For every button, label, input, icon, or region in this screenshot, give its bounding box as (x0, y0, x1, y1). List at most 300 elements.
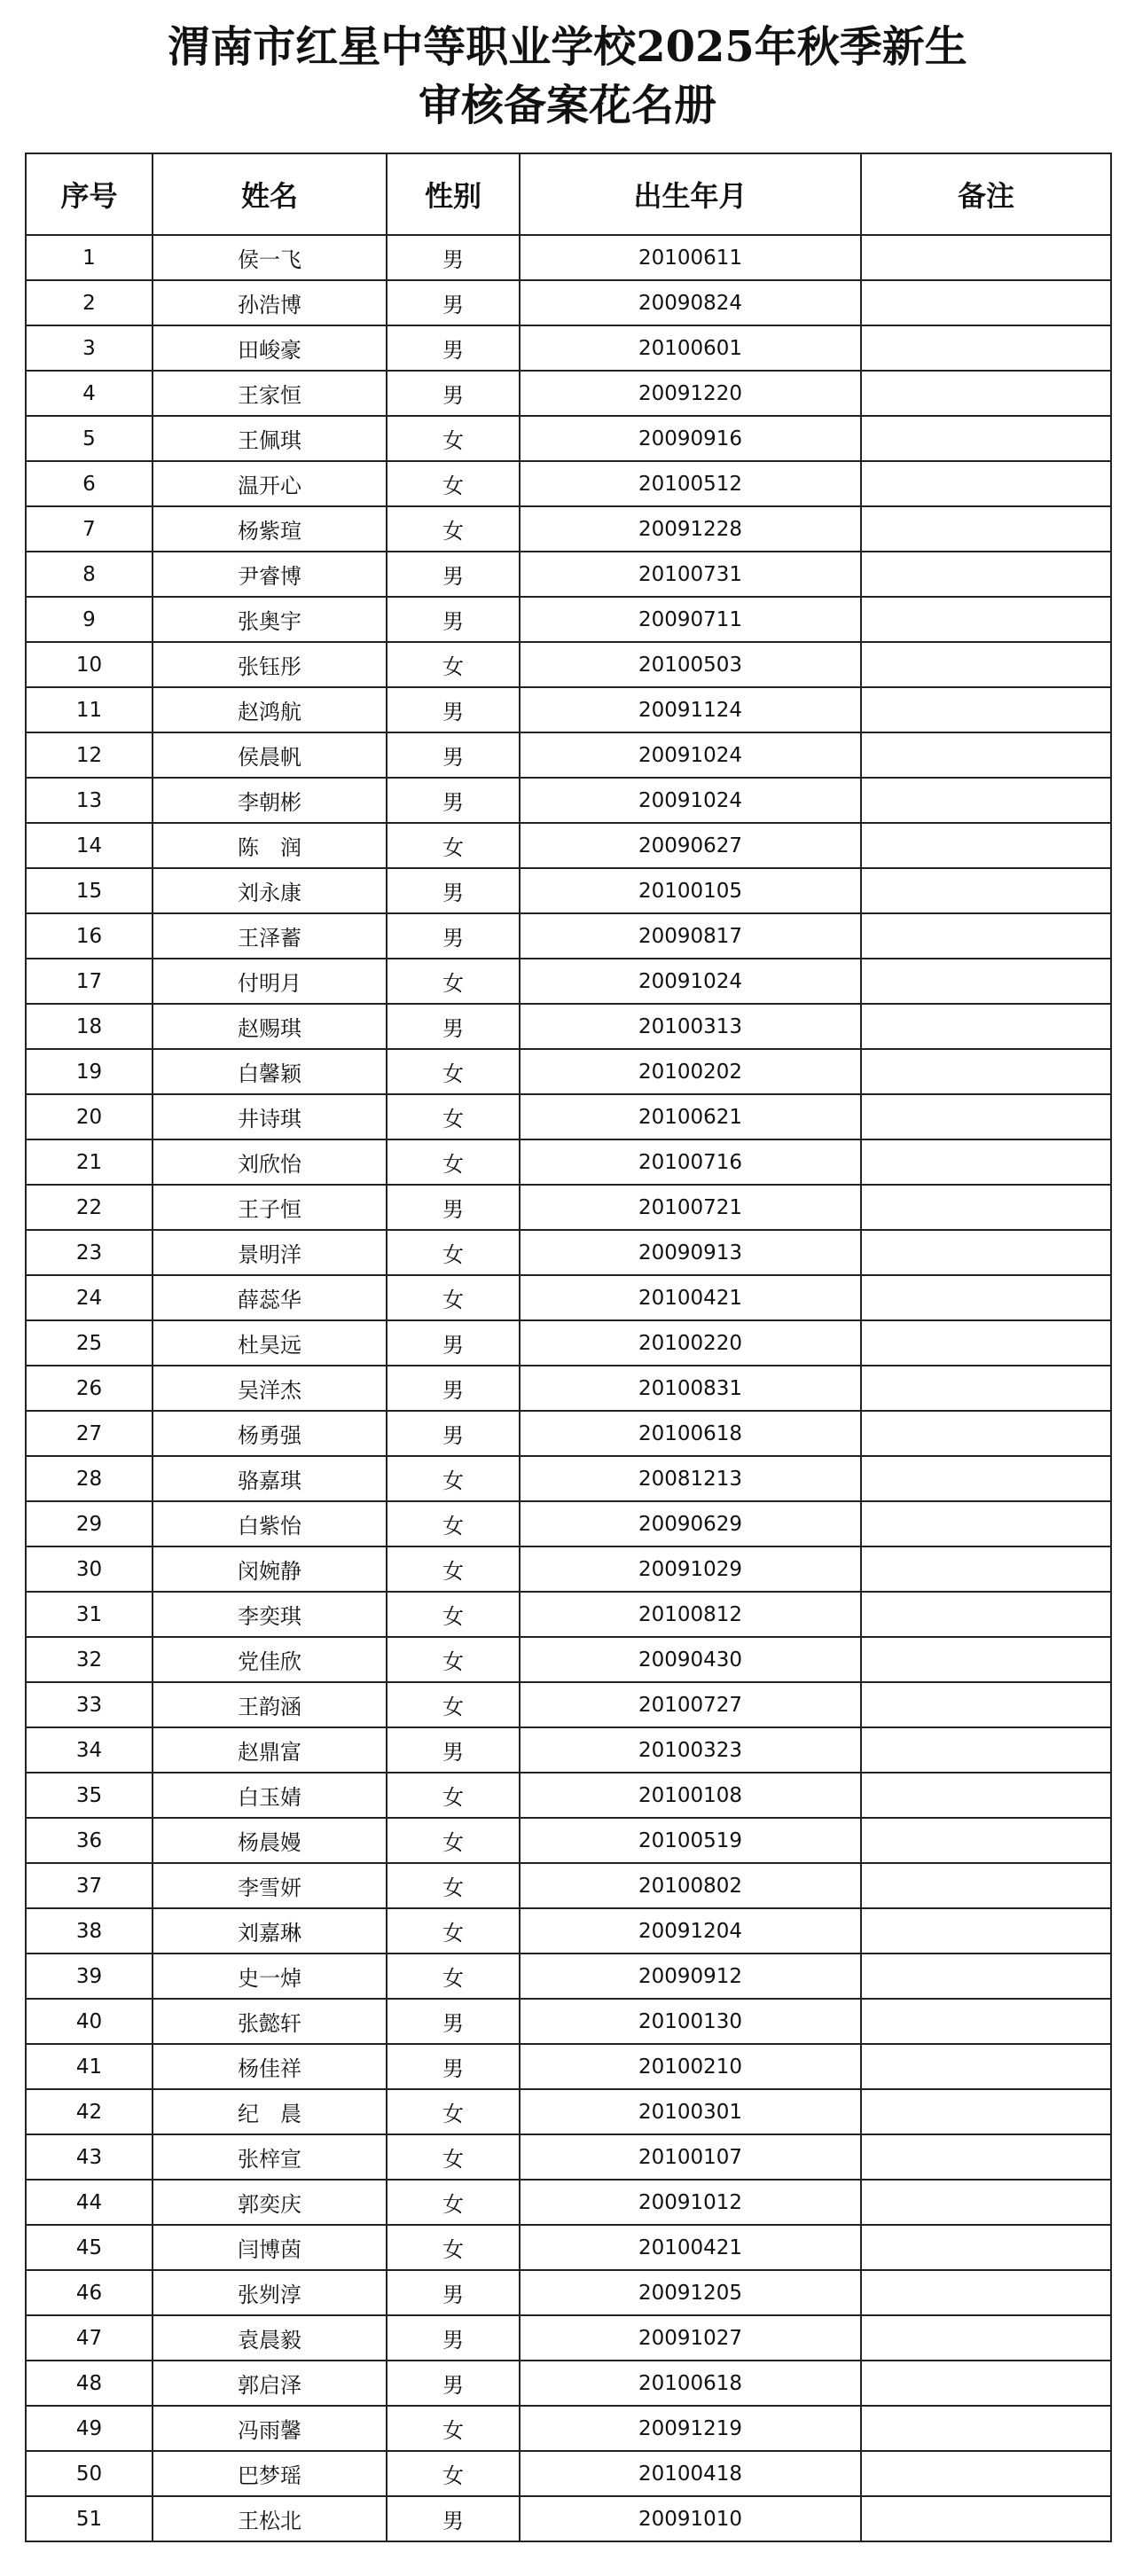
cell-seq: 48 (26, 2361, 153, 2406)
cell-note (861, 2451, 1111, 2496)
table-row (26, 506, 1111, 552)
cell-name: 景明洋 (153, 1230, 387, 1275)
cell-name: 袁晨毅 (153, 2315, 387, 2361)
cell-birth: 20091024 (520, 778, 861, 823)
cell-gender: 女 (387, 1049, 520, 1094)
cell-seq: 37 (26, 1863, 153, 1908)
cell-name: 李雪妍 (153, 1863, 387, 1908)
cell-name: 巴梦瑶 (153, 2451, 387, 2496)
cell-birth: 20100802 (520, 1863, 861, 1908)
cell-birth: 20090430 (520, 1637, 861, 1682)
cell-birth: 20091205 (520, 2270, 861, 2315)
cell-name: 王泽蓄 (153, 913, 387, 959)
cell-seq: 33 (26, 1682, 153, 1727)
cell-gender: 女 (387, 1546, 520, 1592)
cell-birth: 20100108 (520, 1773, 861, 1818)
cell-note (861, 2180, 1111, 2225)
table-row (26, 1411, 1111, 1456)
cell-birth: 20100105 (520, 868, 861, 913)
table-row (26, 1049, 1111, 1094)
cell-gender: 男 (387, 2044, 520, 2089)
cell-note (861, 732, 1111, 778)
cell-seq: 28 (26, 1456, 153, 1501)
cell-seq: 17 (26, 959, 153, 1004)
document-title (0, 18, 1135, 135)
cell-seq: 43 (26, 2134, 153, 2180)
cell-birth: 20091024 (520, 732, 861, 778)
cell-name: 陈 润 (153, 823, 387, 868)
cell-seq: 25 (26, 1320, 153, 1366)
table-row (26, 868, 1111, 913)
cell-birth: 20100519 (520, 1818, 861, 1863)
cell-note (861, 1773, 1111, 1818)
cell-birth: 20100618 (520, 1411, 861, 1456)
cell-seq: 13 (26, 778, 153, 823)
cell-gender: 男 (387, 868, 520, 913)
cell-name: 郭奕庆 (153, 2180, 387, 2225)
cell-note (861, 235, 1111, 280)
header-seq: 序号 (26, 153, 153, 235)
cell-name: 王子恒 (153, 1185, 387, 1230)
cell-seq: 9 (26, 597, 153, 642)
cell-note (861, 1682, 1111, 1727)
cell-gender: 女 (387, 2406, 520, 2451)
cell-gender: 女 (387, 1501, 520, 1546)
cell-birth: 20090627 (520, 823, 861, 868)
table-row (26, 2451, 1111, 2496)
table-row (26, 1863, 1111, 1908)
cell-seq: 8 (26, 552, 153, 597)
cell-gender: 女 (387, 416, 520, 461)
cell-seq: 18 (26, 1004, 153, 1049)
cell-note (861, 371, 1111, 416)
cell-name: 骆嘉琪 (153, 1456, 387, 1501)
table-row (26, 325, 1111, 371)
table-row (26, 1592, 1111, 1637)
table-row (26, 1004, 1111, 1049)
cell-seq: 39 (26, 1954, 153, 1999)
cell-note (861, 2089, 1111, 2134)
cell-gender: 女 (387, 1863, 520, 1908)
table-row (26, 2496, 1111, 2541)
cell-name: 孙浩博 (153, 280, 387, 325)
cell-seq: 50 (26, 2451, 153, 2496)
cell-gender: 女 (387, 2451, 520, 2496)
cell-seq: 47 (26, 2315, 153, 2361)
cell-gender: 女 (387, 1954, 520, 1999)
cell-gender: 女 (387, 1818, 520, 1863)
cell-seq: 45 (26, 2225, 153, 2270)
cell-note (861, 280, 1111, 325)
table-row (26, 687, 1111, 732)
table-row (26, 823, 1111, 868)
cell-gender: 女 (387, 2089, 520, 2134)
table-row (26, 959, 1111, 1004)
table-row (26, 1456, 1111, 1501)
cell-note (861, 461, 1111, 506)
table-row (26, 1637, 1111, 1682)
cell-name: 井诗琪 (153, 1094, 387, 1139)
table-row (26, 597, 1111, 642)
table-body (26, 235, 1111, 2541)
cell-gender: 女 (387, 1230, 520, 1275)
cell-name: 闫博茵 (153, 2225, 387, 2270)
cell-birth: 20100107 (520, 2134, 861, 2180)
cell-gender: 女 (387, 1275, 520, 1320)
cell-birth: 20100611 (520, 235, 861, 280)
cell-name: 李朝彬 (153, 778, 387, 823)
cell-note (861, 1320, 1111, 1366)
cell-birth: 20100831 (520, 1366, 861, 1411)
cell-note (861, 687, 1111, 732)
cell-birth: 20090711 (520, 597, 861, 642)
cell-gender: 女 (387, 642, 520, 687)
cell-seq: 42 (26, 2089, 153, 2134)
cell-seq: 2 (26, 280, 153, 325)
cell-seq: 31 (26, 1592, 153, 1637)
cell-seq: 3 (26, 325, 153, 371)
header-note: 备注 (861, 153, 1111, 235)
cell-note (861, 823, 1111, 868)
cell-name: 李奕琪 (153, 1592, 387, 1637)
cell-seq: 10 (26, 642, 153, 687)
cell-seq: 41 (26, 2044, 153, 2089)
cell-gender: 男 (387, 778, 520, 823)
cell-birth: 20100716 (520, 1139, 861, 1185)
cell-name: 杨勇强 (153, 1411, 387, 1456)
cell-seq: 21 (26, 1139, 153, 1185)
cell-note (861, 416, 1111, 461)
table-row (26, 416, 1111, 461)
cell-name: 田峻豪 (153, 325, 387, 371)
cell-gender: 男 (387, 2361, 520, 2406)
table-row (26, 235, 1111, 280)
cell-gender: 男 (387, 2270, 520, 2315)
cell-note (861, 1411, 1111, 1456)
cell-birth: 20091124 (520, 687, 861, 732)
table-row (26, 371, 1111, 416)
cell-seq: 5 (26, 416, 153, 461)
cell-birth: 20100731 (520, 552, 861, 597)
cell-note (861, 1456, 1111, 1501)
table-row (26, 1546, 1111, 1592)
table-row (26, 2180, 1111, 2225)
cell-note (861, 1818, 1111, 1863)
cell-gender: 男 (387, 371, 520, 416)
cell-gender: 男 (387, 1366, 520, 1411)
cell-name: 吴洋杰 (153, 1366, 387, 1411)
cell-gender: 女 (387, 1456, 520, 1501)
cell-gender: 男 (387, 2315, 520, 2361)
cell-note (861, 2406, 1111, 2451)
cell-note (861, 868, 1111, 913)
table-row (26, 1501, 1111, 1546)
cell-gender: 女 (387, 1908, 520, 1954)
cell-name: 温开心 (153, 461, 387, 506)
cell-birth: 20100301 (520, 2089, 861, 2134)
cell-name: 王松北 (153, 2496, 387, 2541)
table-header-row (26, 153, 1111, 235)
cell-note (861, 506, 1111, 552)
cell-name: 尹睿博 (153, 552, 387, 597)
cell-name: 赵鸿航 (153, 687, 387, 732)
cell-gender: 女 (387, 1682, 520, 1727)
cell-gender: 女 (387, 461, 520, 506)
cell-birth: 20091012 (520, 2180, 861, 2225)
cell-note (861, 2225, 1111, 2270)
table-row (26, 913, 1111, 959)
cell-birth: 20100130 (520, 1999, 861, 2044)
table-row (26, 1818, 1111, 1863)
cell-seq: 6 (26, 461, 153, 506)
cell-gender: 女 (387, 1773, 520, 1818)
cell-gender: 男 (387, 1727, 520, 1773)
cell-birth: 20091204 (520, 1908, 861, 1954)
cell-gender: 女 (387, 2225, 520, 2270)
document-title-line-2: 审核备案花名册 (418, 81, 716, 130)
cell-name: 刘永康 (153, 868, 387, 913)
cell-name: 侯晨帆 (153, 732, 387, 778)
header-name: 姓名 (153, 153, 387, 235)
cell-seq: 29 (26, 1501, 153, 1546)
cell-note (861, 1139, 1111, 1185)
cell-note (861, 1004, 1111, 1049)
cell-note (861, 642, 1111, 687)
table-row (26, 2089, 1111, 2134)
cell-name: 薛蕊华 (153, 1275, 387, 1320)
cell-note (861, 1727, 1111, 1773)
cell-gender: 女 (387, 506, 520, 552)
cell-gender: 女 (387, 959, 520, 1004)
table-row (26, 280, 1111, 325)
cell-birth: 20091027 (520, 2315, 861, 2361)
cell-birth: 20100421 (520, 1275, 861, 1320)
cell-note (861, 1094, 1111, 1139)
cell-gender: 男 (387, 597, 520, 642)
cell-birth: 20100210 (520, 2044, 861, 2089)
cell-name: 赵鼎富 (153, 1727, 387, 1773)
cell-seq: 1 (26, 235, 153, 280)
cell-name: 白紫怡 (153, 1501, 387, 1546)
cell-gender: 男 (387, 235, 520, 280)
cell-name: 冯雨馨 (153, 2406, 387, 2451)
table-row (26, 2406, 1111, 2451)
table-row (26, 552, 1111, 597)
cell-seq: 20 (26, 1094, 153, 1139)
table-row (26, 1773, 1111, 1818)
cell-name: 刘欣怡 (153, 1139, 387, 1185)
cell-birth: 20100621 (520, 1094, 861, 1139)
cell-birth: 20090824 (520, 280, 861, 325)
table-row (26, 2225, 1111, 2270)
cell-name: 付明月 (153, 959, 387, 1004)
cell-name: 王佩琪 (153, 416, 387, 461)
table-row (26, 732, 1111, 778)
cell-seq: 26 (26, 1366, 153, 1411)
cell-name: 赵赐琪 (153, 1004, 387, 1049)
cell-note (861, 1908, 1111, 1954)
cell-birth: 20100618 (520, 2361, 861, 2406)
cell-gender: 男 (387, 732, 520, 778)
table-row (26, 642, 1111, 687)
cell-name: 杨晨嫚 (153, 1818, 387, 1863)
cell-gender: 男 (387, 913, 520, 959)
table-row (26, 1230, 1111, 1275)
table-row (26, 1275, 1111, 1320)
table-row (26, 2361, 1111, 2406)
cell-seq: 38 (26, 1908, 153, 1954)
cell-gender: 女 (387, 1094, 520, 1139)
cell-birth: 20100601 (520, 325, 861, 371)
cell-note (861, 1592, 1111, 1637)
cell-seq: 40 (26, 1999, 153, 2044)
cell-seq: 12 (26, 732, 153, 778)
cell-birth: 20100503 (520, 642, 861, 687)
table-row (26, 1908, 1111, 1954)
table-row (26, 1999, 1111, 2044)
cell-seq: 36 (26, 1818, 153, 1863)
cell-gender: 女 (387, 2180, 520, 2225)
cell-seq: 7 (26, 506, 153, 552)
cell-birth: 20100721 (520, 1185, 861, 1230)
table-row (26, 1094, 1111, 1139)
student-roster-table (25, 153, 1112, 2542)
cell-name: 张奥宇 (153, 597, 387, 642)
cell-name: 刘嘉琳 (153, 1908, 387, 1954)
table-row (26, 1954, 1111, 1999)
cell-name: 史一焯 (153, 1954, 387, 1999)
cell-note (861, 597, 1111, 642)
cell-gender: 女 (387, 2134, 520, 2180)
cell-birth: 20100220 (520, 1320, 861, 1366)
cell-note (861, 1185, 1111, 1230)
header-gender: 性别 (387, 153, 520, 235)
cell-birth: 20091228 (520, 506, 861, 552)
cell-note (861, 1546, 1111, 1592)
cell-birth: 20091029 (520, 1546, 861, 1592)
header-birth: 出生年月 (520, 153, 861, 235)
document-title-line-1: 渭南市红星中等职业学校2025年秋季新生 (168, 22, 967, 72)
cell-name: 张刿淳 (153, 2270, 387, 2315)
cell-seq: 24 (26, 1275, 153, 1320)
table-row (26, 461, 1111, 506)
cell-seq: 34 (26, 1727, 153, 1773)
cell-gender: 女 (387, 1637, 520, 1682)
table-row (26, 1139, 1111, 1185)
cell-note (861, 1501, 1111, 1546)
cell-birth: 20090629 (520, 1501, 861, 1546)
cell-gender: 男 (387, 1411, 520, 1456)
cell-birth: 20091219 (520, 2406, 861, 2451)
cell-note (861, 1366, 1111, 1411)
cell-name: 张懿轩 (153, 1999, 387, 2044)
cell-seq: 32 (26, 1637, 153, 1682)
cell-gender: 男 (387, 280, 520, 325)
table-row (26, 1682, 1111, 1727)
cell-birth: 20100812 (520, 1592, 861, 1637)
cell-seq: 15 (26, 868, 153, 913)
cell-note (861, 1275, 1111, 1320)
cell-name: 纪 晨 (153, 2089, 387, 2134)
cell-name: 杜昊远 (153, 1320, 387, 1366)
cell-birth: 20100418 (520, 2451, 861, 2496)
cell-gender: 男 (387, 687, 520, 732)
cell-note (861, 913, 1111, 959)
cell-seq: 14 (26, 823, 153, 868)
cell-birth: 20090817 (520, 913, 861, 959)
table-row (26, 2134, 1111, 2180)
cell-gender: 男 (387, 1004, 520, 1049)
cell-note (861, 778, 1111, 823)
cell-seq: 46 (26, 2270, 153, 2315)
cell-gender: 女 (387, 1139, 520, 1185)
cell-note (861, 2361, 1111, 2406)
cell-name: 党佳欣 (153, 1637, 387, 1682)
cell-gender: 男 (387, 2496, 520, 2541)
cell-birth: 20090912 (520, 1954, 861, 1999)
cell-seq: 44 (26, 2180, 153, 2225)
cell-gender: 男 (387, 1320, 520, 1366)
cell-seq: 35 (26, 1773, 153, 1818)
cell-birth: 20100512 (520, 461, 861, 506)
cell-birth: 20091024 (520, 959, 861, 1004)
cell-note (861, 2315, 1111, 2361)
cell-seq: 27 (26, 1411, 153, 1456)
table-row (26, 2270, 1111, 2315)
cell-birth: 20090916 (520, 416, 861, 461)
cell-gender: 男 (387, 1185, 520, 1230)
cell-name: 张梓宣 (153, 2134, 387, 2180)
cell-gender: 男 (387, 552, 520, 597)
cell-note (861, 1230, 1111, 1275)
cell-birth: 20090913 (520, 1230, 861, 1275)
cell-note (861, 1049, 1111, 1094)
cell-birth: 20100727 (520, 1682, 861, 1727)
cell-birth: 20100313 (520, 1004, 861, 1049)
cell-name: 张钰彤 (153, 642, 387, 687)
cell-birth: 20091010 (520, 2496, 861, 2541)
cell-note (861, 1863, 1111, 1908)
table-row (26, 1185, 1111, 1230)
cell-name: 白玉婧 (153, 1773, 387, 1818)
cell-note (861, 1999, 1111, 2044)
cell-name: 郭启泽 (153, 2361, 387, 2406)
table-row (26, 2044, 1111, 2089)
cell-note (861, 2496, 1111, 2541)
table-row (26, 2315, 1111, 2361)
table-row (26, 1320, 1111, 1366)
cell-name: 杨紫瑄 (153, 506, 387, 552)
cell-seq: 11 (26, 687, 153, 732)
cell-name: 白馨颖 (153, 1049, 387, 1094)
cell-note (861, 2270, 1111, 2315)
cell-note (861, 959, 1111, 1004)
cell-birth: 20100323 (520, 1727, 861, 1773)
cell-name: 王韵涵 (153, 1682, 387, 1727)
cell-seq: 49 (26, 2406, 153, 2451)
cell-note (861, 1637, 1111, 1682)
cell-note (861, 2134, 1111, 2180)
cell-seq: 30 (26, 1546, 153, 1592)
cell-note (861, 1954, 1111, 1999)
cell-seq: 19 (26, 1049, 153, 1094)
cell-gender: 女 (387, 823, 520, 868)
cell-name: 侯一飞 (153, 235, 387, 280)
table-row (26, 778, 1111, 823)
cell-seq: 23 (26, 1230, 153, 1275)
cell-name: 王家恒 (153, 371, 387, 416)
table-row (26, 1366, 1111, 1411)
